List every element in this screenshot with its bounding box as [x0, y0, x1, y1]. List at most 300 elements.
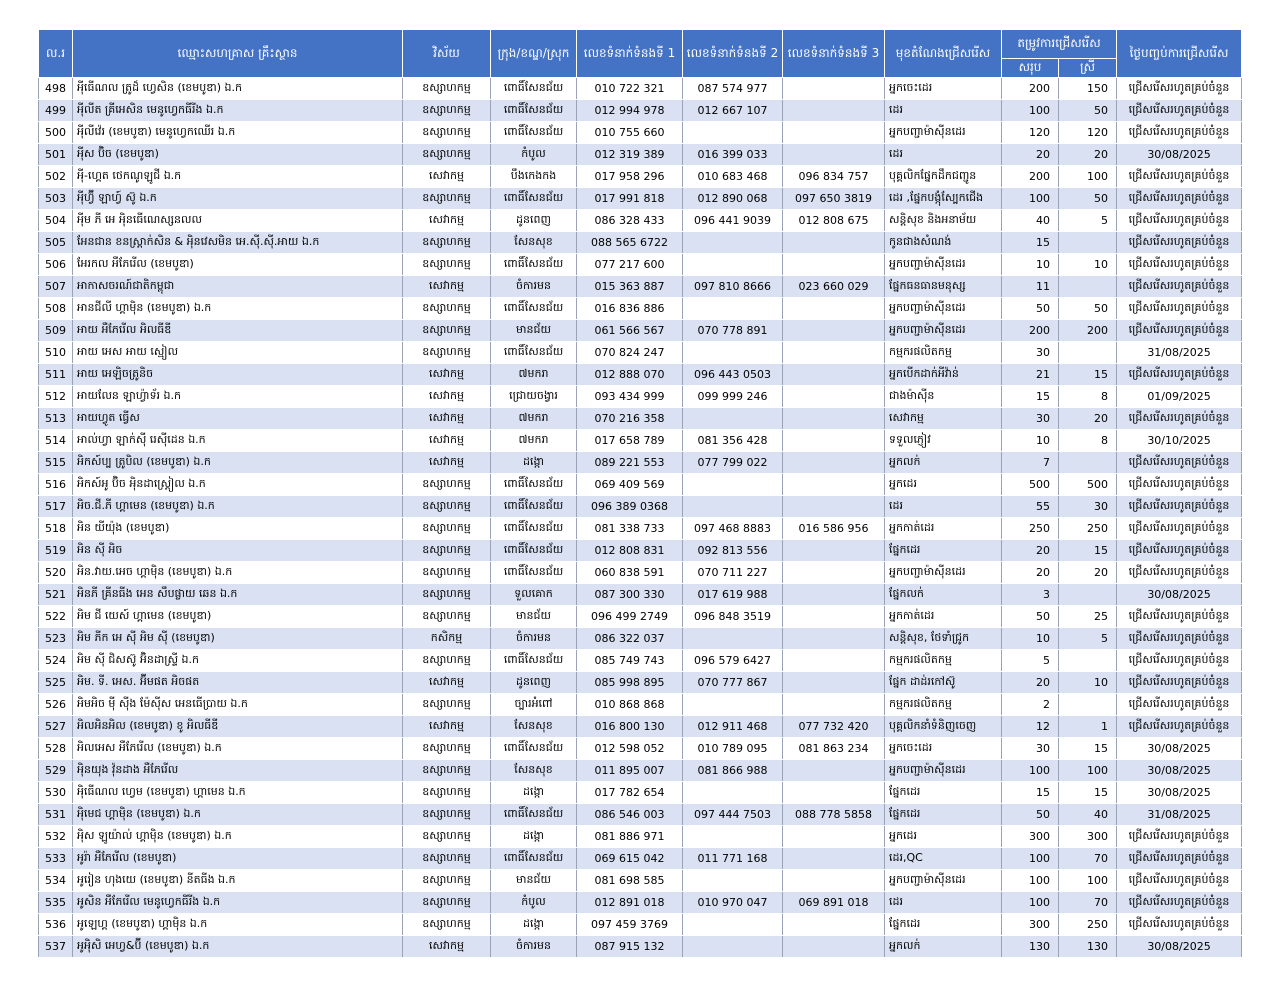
- cell-deadline: ជ្រើសរើសរហូតគ្រប់ចំនួន: [1117, 232, 1242, 254]
- cell-no: 498: [39, 78, 73, 100]
- cell-sector: ឧស្សាហកម្ម: [403, 826, 491, 848]
- cell-position: ដេរ: [885, 144, 1002, 166]
- cell-female: [1059, 232, 1117, 254]
- cell-total: 500: [1002, 474, 1059, 496]
- cell-district: ពោធិ៍សែនជ័យ: [491, 342, 577, 364]
- cell-company-name: អិន.វាយ.អេច ហ្គាម៉ិន (ខេមបូឌា) ឯ.ក: [73, 562, 403, 584]
- cell-phone3: [783, 364, 885, 386]
- header-demand: តម្រូវការជ្រើសរើស: [1002, 30, 1117, 59]
- cell-total: 200: [1002, 166, 1059, 188]
- cell-female: 250: [1059, 518, 1117, 540]
- header-company: ឈ្មោះសហគ្រាស គ្រឹះស្ថាន: [73, 30, 403, 78]
- cell-phone2: [683, 936, 783, 958]
- header-phone3: លេខទំនាក់ទំនងទី 3: [783, 30, 885, 78]
- cell-position: ផ្នែកដេរ: [885, 540, 1002, 562]
- cell-sector: ឧស្សាហកម្ម: [403, 650, 491, 672]
- cell-sector: ឧស្សាហកម្ម: [403, 870, 491, 892]
- cell-phone2: 092 813 556: [683, 540, 783, 562]
- cell-phone3: [783, 936, 885, 958]
- cell-total: 120: [1002, 122, 1059, 144]
- cell-position: បុគ្គលិកនាំទំនិញចេញ: [885, 716, 1002, 738]
- cell-company-name: អុីម ភី អេ អុិនធើណេស្សនលល: [73, 210, 403, 232]
- cell-deadline: 30/08/2025: [1117, 144, 1242, 166]
- cell-district: ពោធិ៍សែនជ័យ: [491, 518, 577, 540]
- table-row: [39, 892, 1242, 914]
- table-row: [39, 254, 1242, 276]
- cell-no: 511: [39, 364, 73, 386]
- cell-phone1: 077 217 600: [577, 254, 683, 276]
- cell-position: អ្នកចេះដេរ: [885, 78, 1002, 100]
- table-row: [39, 540, 1242, 562]
- cell-deadline: ជ្រើសរើសរហូតគ្រប់ចំនួន: [1117, 298, 1242, 320]
- cell-phone3: [783, 540, 885, 562]
- table-row: [39, 188, 1242, 210]
- cell-company-name: អាយ អឺភែរើល អិលធីឌី: [73, 320, 403, 342]
- cell-phone3: [783, 144, 885, 166]
- cell-no: 529: [39, 760, 73, 782]
- cell-district: ជ្រោយចង្វារ: [491, 386, 577, 408]
- cell-phone2: [683, 782, 783, 804]
- cell-phone3: [783, 650, 885, 672]
- cell-phone3: 081 863 234: [783, 738, 885, 760]
- cell-phone2: 012 667 107: [683, 100, 783, 122]
- cell-female: 20: [1059, 562, 1117, 584]
- cell-total: 55: [1002, 496, 1059, 518]
- cell-deadline: ជ្រើសរើសរហូតគ្រប់ចំនួន: [1117, 650, 1242, 672]
- cell-phone3: 096 834 757: [783, 166, 885, 188]
- cell-female: 200: [1059, 320, 1117, 342]
- cell-phone1: 061 566 567: [577, 320, 683, 342]
- cell-company-name: អិម. ទី. អេស. អ៊ីមផត អិចផត: [73, 672, 403, 694]
- cell-district: ពោធិ៍សែនជ័យ: [491, 848, 577, 870]
- cell-phone1: 087 300 330: [577, 584, 683, 606]
- cell-female: 100: [1059, 870, 1117, 892]
- table-row: [39, 342, 1242, 364]
- cell-phone1: 010 722 321: [577, 78, 683, 100]
- table-row: [39, 782, 1242, 804]
- cell-phone2: 077 799 022: [683, 452, 783, 474]
- cell-position: ផ្នែកលក់: [885, 584, 1002, 606]
- cell-district: ពោធិ៍សែនជ័យ: [491, 254, 577, 276]
- cell-female: 300: [1059, 826, 1117, 848]
- cell-sector: ឧស្សាហកម្ម: [403, 518, 491, 540]
- cell-no: 517: [39, 496, 73, 518]
- cell-total: 20: [1002, 540, 1059, 562]
- cell-total: 100: [1002, 188, 1059, 210]
- cell-sector: ឧស្សាហកម្ម: [403, 298, 491, 320]
- cell-sector: ឧស្សាហកម្ម: [403, 694, 491, 716]
- cell-sector: ឧស្សាហកម្ម: [403, 122, 491, 144]
- cell-deadline: ជ្រើសរើសរហូតគ្រប់ចំនួន: [1117, 672, 1242, 694]
- cell-position: អ្នកបញ្ជាម៉ាស៊ីនដេរ: [885, 254, 1002, 276]
- table-row: [39, 166, 1242, 188]
- cell-phone2: [683, 342, 783, 364]
- cell-sector: ឧស្សាហកម្ម: [403, 78, 491, 100]
- cell-no: 528: [39, 738, 73, 760]
- cell-company-name: អាយ អេស អាយ ស្មៀល: [73, 342, 403, 364]
- cell-phone1: 087 915 132: [577, 936, 683, 958]
- cell-sector: សេវាកម្ម: [403, 210, 491, 232]
- cell-sector: ឧស្សាហកម្ម: [403, 584, 491, 606]
- table-row: [39, 276, 1242, 298]
- cell-female: 8: [1059, 386, 1117, 408]
- table-row: [39, 232, 1242, 254]
- cell-company-name: អុីលីត គ្រីអេសិន មេនូហ្វេកធីរីង ឯ.ក: [73, 100, 403, 122]
- cell-no: 518: [39, 518, 73, 540]
- cell-phone2: [683, 298, 783, 320]
- cell-no: 537: [39, 936, 73, 958]
- table-row: [39, 210, 1242, 232]
- table-row: [39, 452, 1242, 474]
- table-row: [39, 870, 1242, 892]
- cell-sector: សេវាកម្ម: [403, 166, 491, 188]
- cell-phone1: 096 389 0368: [577, 496, 683, 518]
- header-total: សរុប: [1002, 59, 1059, 78]
- cell-female: 15: [1059, 364, 1117, 386]
- cell-phone3: [783, 584, 885, 606]
- cell-district: ៧មករា: [491, 430, 577, 452]
- cell-position: ផ្នែក ដាដ់រកៅស៊ូ: [885, 672, 1002, 694]
- cell-total: 130: [1002, 936, 1059, 958]
- cell-company-name: អិកស៍អូ ប៊ិច អុិនដាស្ត្រៀល ឯ.ក: [73, 474, 403, 496]
- cell-phone1: 010 755 660: [577, 122, 683, 144]
- cell-district: ទួលគោក: [491, 584, 577, 606]
- cell-deadline: ជ្រើសរើសរហូតគ្រប់ចំនួន: [1117, 364, 1242, 386]
- cell-phone3: [783, 474, 885, 496]
- cell-company-name: អិនភី គ្រីនធីង អេន សឹបផ្លាយ ឆេន ឯ.ក: [73, 584, 403, 606]
- cell-position: អ្នកកាត់ដេរ: [885, 606, 1002, 628]
- cell-phone2: [683, 694, 783, 716]
- cell-no: 510: [39, 342, 73, 364]
- table-row: [39, 716, 1242, 738]
- cell-sector: ឧស្សាហកម្ម: [403, 738, 491, 760]
- cell-district: មានជ័យ: [491, 870, 577, 892]
- cell-total: 20: [1002, 672, 1059, 694]
- cell-phone3: [783, 782, 885, 804]
- cell-total: 200: [1002, 320, 1059, 342]
- header-phone1: លេខទំនាក់ទំនងទី 1: [577, 30, 683, 78]
- cell-phone2: 070 778 891: [683, 320, 783, 342]
- cell-sector: ឧស្សាហកម្ម: [403, 606, 491, 628]
- cell-company-name: អូរ៉ា អឺភែរើល (ខេមបូឌា): [73, 848, 403, 870]
- cell-total: 20: [1002, 562, 1059, 584]
- table-row: [39, 364, 1242, 386]
- cell-female: [1059, 452, 1117, 474]
- cell-sector: ឧស្សាហកម្ម: [403, 232, 491, 254]
- cell-position: អ្នកចេះដេរ: [885, 738, 1002, 760]
- cell-sector: សេវាកម្ម: [403, 430, 491, 452]
- cell-phone2: 096 579 6427: [683, 650, 783, 672]
- cell-phone3: [783, 606, 885, 628]
- cell-deadline: 31/08/2025: [1117, 342, 1242, 364]
- cell-phone1: 070 216 358: [577, 408, 683, 430]
- cell-sector: ឧស្សាហកម្ម: [403, 496, 491, 518]
- cell-sector: ឧស្សាហកម្ម: [403, 188, 491, 210]
- cell-deadline: 31/08/2025: [1117, 804, 1242, 826]
- cell-district: ដូនពេញ: [491, 672, 577, 694]
- cell-district: ពោធិ៍សែនជ័យ: [491, 188, 577, 210]
- cell-position: អ្នកបញ្ជាម៉ាស៊ីនដេរ: [885, 562, 1002, 584]
- cell-phone2: 096 443 0503: [683, 364, 783, 386]
- cell-sector: ឧស្សាហកម្ម: [403, 804, 491, 826]
- cell-company-name: អិម ភីក អេ ស៊ី អិម ស៊ី (ខេមបូឌា): [73, 628, 403, 650]
- cell-total: 30: [1002, 408, 1059, 430]
- cell-sector: សេវាកម្ម: [403, 386, 491, 408]
- cell-deadline: 30/08/2025: [1117, 782, 1242, 804]
- cell-phone3: [783, 232, 885, 254]
- cell-district: មានជ័យ: [491, 606, 577, 628]
- cell-phone3: [783, 78, 885, 100]
- cell-company-name: អុិមេជ ហ្គាម៉ិន (ខេមបូឌា) ឯ.ក: [73, 804, 403, 826]
- cell-female: 15: [1059, 782, 1117, 804]
- cell-total: 30: [1002, 342, 1059, 364]
- cell-company-name: អាយ អេឡិចត្រូនិច: [73, 364, 403, 386]
- cell-deadline: ជ្រើសរើសរហូតគ្រប់ចំនួន: [1117, 166, 1242, 188]
- cell-no: 535: [39, 892, 73, 914]
- cell-position: អ្នកកាត់ដេរ: [885, 518, 1002, 540]
- cell-company-name: អិន យីយ៉ុង (ខេមបូឌា): [73, 518, 403, 540]
- cell-female: [1059, 342, 1117, 364]
- table-row: [39, 848, 1242, 870]
- cell-phone1: 070 824 247: [577, 342, 683, 364]
- cell-no: 526: [39, 694, 73, 716]
- cell-total: 100: [1002, 870, 1059, 892]
- cell-company-name: អិមអិច ម៉ី ស៊ីង ម៉ែស៊ីស អេនធើប្រាយ ឯ.ក: [73, 694, 403, 716]
- cell-female: 20: [1059, 408, 1117, 430]
- header-position: មុខតំណែងជ្រើសរើស: [885, 30, 1002, 78]
- table-row: [39, 606, 1242, 628]
- cell-phone3: [783, 386, 885, 408]
- cell-deadline: ជ្រើសរើសរហូតគ្រប់ចំនួន: [1117, 452, 1242, 474]
- cell-no: 524: [39, 650, 73, 672]
- cell-sector: សេវាកម្ម: [403, 936, 491, 958]
- cell-total: 15: [1002, 232, 1059, 254]
- cell-no: 515: [39, 452, 73, 474]
- cell-deadline: ជ្រើសរើសរហូតគ្រប់ចំនួន: [1117, 848, 1242, 870]
- cell-phone1: 081 886 971: [577, 826, 683, 848]
- cell-phone3: [783, 848, 885, 870]
- cell-female: 1: [1059, 716, 1117, 738]
- cell-phone2: [683, 496, 783, 518]
- cell-phone1: 017 958 296: [577, 166, 683, 188]
- table-row: [39, 672, 1242, 694]
- cell-phone2: 012 890 068: [683, 188, 783, 210]
- cell-female: 100: [1059, 760, 1117, 782]
- cell-district: ពោធិ៍សែនជ័យ: [491, 650, 577, 672]
- cell-phone3: 016 586 956: [783, 518, 885, 540]
- cell-deadline: ជ្រើសរើសរហូតគ្រប់ចំនួន: [1117, 562, 1242, 584]
- cell-district: ពោធិ៍សែនជ័យ: [491, 496, 577, 518]
- cell-phone2: [683, 122, 783, 144]
- cell-company-name: អិកស៍ប្ប ត្រូបិល (ខេមបូឌា) ឯ.ក: [73, 452, 403, 474]
- cell-phone3: [783, 408, 885, 430]
- cell-company-name: អាយលែន ឡាហ្វ៉ាទ័រ ឯ.ក: [73, 386, 403, 408]
- cell-phone1: 085 749 743: [577, 650, 683, 672]
- cell-female: [1059, 694, 1117, 716]
- cell-no: 512: [39, 386, 73, 408]
- cell-company-name: អុីលីវ៉េរ (ខេមបូឌា) មេនូហ្វេកឈើរ ឯ.ក: [73, 122, 403, 144]
- cell-position: អ្នកបញ្ជាម៉ាស៊ីនដេរ: [885, 298, 1002, 320]
- cell-phone3: [783, 452, 885, 474]
- cell-deadline: ជ្រើសរើសរហូតគ្រប់ចំនួន: [1117, 540, 1242, 562]
- cell-company-name: អិន ស៊ី អិច: [73, 540, 403, 562]
- recruitment-table: [38, 29, 1242, 958]
- cell-phone2: 012 911 468: [683, 716, 783, 738]
- cell-no: 523: [39, 628, 73, 650]
- cell-phone2: 017 619 988: [683, 584, 783, 606]
- cell-phone1: 060 838 591: [577, 562, 683, 584]
- cell-phone1: 086 328 433: [577, 210, 683, 232]
- cell-phone2: [683, 914, 783, 936]
- cell-district: បឹងកេងកង: [491, 166, 577, 188]
- cell-sector: ឧស្សាហកម្ម: [403, 254, 491, 276]
- cell-phone3: 069 891 018: [783, 892, 885, 914]
- cell-total: 30: [1002, 738, 1059, 760]
- cell-deadline: ជ្រើសរើសរហូតគ្រប់ចំនួន: [1117, 496, 1242, 518]
- cell-position: ផ្នែកដេរ: [885, 804, 1002, 826]
- cell-company-name: អានជីលី ហ្គាម៉ិន (ខេមបូឌា) ឯ.ក: [73, 298, 403, 320]
- cell-company-name: អូសិន អឺភែរើល មេនូហ្វេកធីរីង ឯ.ក: [73, 892, 403, 914]
- cell-company-name: អុី-ហ្គេត ថេកណូឡូជី ឯ.ក: [73, 166, 403, 188]
- cell-position: ជាងម៉ាស៊ីន: [885, 386, 1002, 408]
- cell-sector: សេវាកម្ម: [403, 672, 491, 694]
- cell-female: 40: [1059, 804, 1117, 826]
- cell-phone2: [683, 254, 783, 276]
- cell-position: អ្នកបញ្ជាម៉ាស៊ីនដេរ: [885, 320, 1002, 342]
- cell-position: បុគ្គលិកផ្នែកដឹកជញ្ជូន: [885, 166, 1002, 188]
- cell-district: សែនសុខ: [491, 716, 577, 738]
- cell-deadline: ជ្រើសរើសរហូតគ្រប់ចំនួន: [1117, 892, 1242, 914]
- cell-female: 8: [1059, 430, 1117, 452]
- cell-no: 522: [39, 606, 73, 628]
- cell-phone2: 081 866 988: [683, 760, 783, 782]
- cell-phone3: [783, 122, 885, 144]
- cell-deadline: ជ្រើសរើសរហូតគ្រប់ចំនួន: [1117, 254, 1242, 276]
- cell-female: 130: [1059, 936, 1117, 958]
- cell-district: មានជ័យ: [491, 320, 577, 342]
- cell-phone2: [683, 232, 783, 254]
- cell-phone3: 023 660 029: [783, 276, 885, 298]
- cell-position: អ្នកដេរ: [885, 474, 1002, 496]
- cell-phone2: 097 810 8666: [683, 276, 783, 298]
- cell-female: 25: [1059, 606, 1117, 628]
- cell-district: សែនសុខ: [491, 760, 577, 782]
- cell-phone3: [783, 562, 885, 584]
- cell-deadline: 30/08/2025: [1117, 584, 1242, 606]
- cell-no: 499: [39, 100, 73, 122]
- cell-female: 500: [1059, 474, 1117, 496]
- cell-deadline: ជ្រើសរើសរហូតគ្រប់ចំនួន: [1117, 100, 1242, 122]
- cell-phone2: 087 574 977: [683, 78, 783, 100]
- cell-female: 10: [1059, 254, 1117, 276]
- cell-sector: ឧស្សាហកម្ម: [403, 892, 491, 914]
- cell-phone1: 085 998 895: [577, 672, 683, 694]
- cell-total: 250: [1002, 518, 1059, 540]
- cell-phone2: 097 468 8883: [683, 518, 783, 540]
- cell-district: ពោធិ៍សែនជ័យ: [491, 562, 577, 584]
- cell-company-name: អិម ជី យេស៍ ហ្គាមេន (ខេមបូឌា): [73, 606, 403, 628]
- cell-phone2: 070 777 867: [683, 672, 783, 694]
- cell-total: 12: [1002, 716, 1059, 738]
- cell-company-name: អុិនយុង វ៉ុនដាង អឺភែរើល: [73, 760, 403, 782]
- cell-phone3: [783, 254, 885, 276]
- cell-position: កម្មករផលិតកម្ម: [885, 650, 1002, 672]
- cell-district: ចំការមន: [491, 936, 577, 958]
- cell-phone1: 016 800 130: [577, 716, 683, 738]
- cell-position: អ្នកបញ្ជាម៉ាស៊ីនដេរ: [885, 870, 1002, 892]
- table-row: [39, 738, 1242, 760]
- cell-company-name: អុីស ប៊ិច (ខេមបូឌា): [73, 144, 403, 166]
- cell-no: 519: [39, 540, 73, 562]
- table-row: [39, 936, 1242, 958]
- cell-company-name: អូអុិសិ អេហ្វ&ប៊ី (ខេមបូឌា) ឯ.ក: [73, 936, 403, 958]
- cell-deadline: ជ្រើសរើសរហូតគ្រប់ចំនួន: [1117, 606, 1242, 628]
- cell-deadline: ជ្រើសរើសរហូតគ្រប់ចំនួន: [1117, 78, 1242, 100]
- cell-female: 50: [1059, 298, 1117, 320]
- cell-phone2: 096 848 3519: [683, 606, 783, 628]
- cell-phone1: 093 434 999: [577, 386, 683, 408]
- cell-phone2: [683, 870, 783, 892]
- cell-district: ពោធិ៍សែនជ័យ: [491, 540, 577, 562]
- cell-sector: ឧស្សាហកម្ម: [403, 760, 491, 782]
- cell-female: [1059, 650, 1117, 672]
- table-row: [39, 760, 1242, 782]
- cell-total: 10: [1002, 628, 1059, 650]
- cell-total: 11: [1002, 276, 1059, 298]
- table-row: [39, 804, 1242, 826]
- cell-no: 508: [39, 298, 73, 320]
- cell-female: 50: [1059, 188, 1117, 210]
- cell-total: 3: [1002, 584, 1059, 606]
- cell-phone1: 097 459 3769: [577, 914, 683, 936]
- cell-sector: កសិកម្ម: [403, 628, 491, 650]
- cell-sector: ឧស្សាហកម្ម: [403, 782, 491, 804]
- table-row: [39, 100, 1242, 122]
- cell-phone2: 070 711 227: [683, 562, 783, 584]
- cell-deadline: ជ្រើសរើសរហូតគ្រប់ចំនួន: [1117, 694, 1242, 716]
- cell-sector: សេវាកម្ម: [403, 408, 491, 430]
- cell-company-name: អិលអេស អឺភែរើល (ខេមបូឌា) ឯ.ក: [73, 738, 403, 760]
- cell-phone3: 012 808 675: [783, 210, 885, 232]
- cell-position: អ្នកបញ្ជាម៉ាស៊ីនដេរ: [885, 760, 1002, 782]
- cell-phone3: [783, 342, 885, 364]
- cell-no: 504: [39, 210, 73, 232]
- cell-district: ដង្កោ: [491, 782, 577, 804]
- cell-no: 503: [39, 188, 73, 210]
- cell-sector: ឧស្សាហកម្ម: [403, 144, 491, 166]
- cell-district: ពោធិ៍សែនជ័យ: [491, 474, 577, 496]
- cell-phone1: 015 363 887: [577, 276, 683, 298]
- cell-district: ពោធិ៍សែនជ័យ: [491, 804, 577, 826]
- cell-phone3: [783, 826, 885, 848]
- table-row: [39, 826, 1242, 848]
- cell-female: 70: [1059, 892, 1117, 914]
- header-sector: វិស័យ: [403, 30, 491, 78]
- cell-position: កម្មករផលិតកម្ម: [885, 342, 1002, 364]
- cell-female: 30: [1059, 496, 1117, 518]
- header-phone2: លេខទំនាក់ទំនងទី 2: [683, 30, 783, 78]
- cell-company-name: អិម ស៊ី ជិសស៊ូ អ៊ិនដាស្រ្ទី ឯ.ក: [73, 650, 403, 672]
- table-row: [39, 298, 1242, 320]
- cell-female: 250: [1059, 914, 1117, 936]
- table-row: [39, 496, 1242, 518]
- cell-sector: សេវាកម្ម: [403, 364, 491, 386]
- cell-phone1: 069 409 569: [577, 474, 683, 496]
- cell-phone3: [783, 430, 885, 452]
- cell-female: 70: [1059, 848, 1117, 870]
- cell-total: 100: [1002, 848, 1059, 870]
- table-row: [39, 562, 1242, 584]
